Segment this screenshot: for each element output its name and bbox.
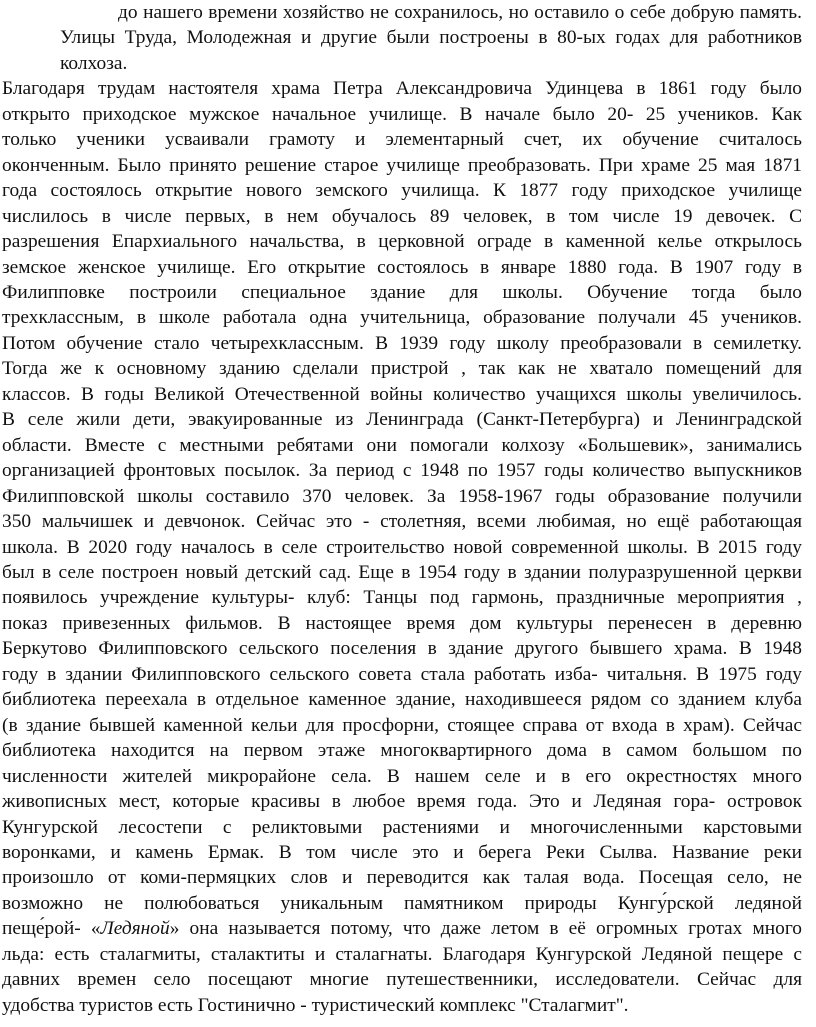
text-line: числилось в числе первых, в нем обучалось 89 человек, в том числе 19 девочек. С bbox=[2, 205, 802, 227]
text-line: библиотека находится на первом этаже многоквартирного дома в самом большом по bbox=[2, 740, 802, 762]
text-line: классов. В годы Великой Отечественной войны количество учащихся школы увеличилось. bbox=[2, 383, 802, 405]
text-line-mixed bbox=[2, 916, 802, 941]
text-line: библиотека переехала в отдельное каменное здание, находившееся рядом со зданием клуба bbox=[2, 689, 802, 711]
text-line: Филипповской школы составило 370 человек. За 1958-1967 годы образование получили bbox=[2, 485, 802, 507]
text-line: давних времен село посещают многие путешественники, исследователи. Сейчас для bbox=[2, 969, 802, 991]
text-line: 350 мальчишек и девчонок. Сейчас это - столетняя, всеми любимая, но ещё работающая bbox=[2, 511, 802, 533]
text-line: Потом обучение стало четырехклассным. В 1939 году школу преобразовали в семилетку. bbox=[2, 332, 802, 354]
text-line: трехклассным, в школе работала одна учительница, образование получали 45 учеников. bbox=[2, 307, 802, 329]
text-line: году в здании Филипповского сельского совета стала работать изба- читальня. В 1975 году bbox=[2, 663, 802, 685]
text-line: земское женское училище. Его открытие состоялось в январе 1880 года. В 1907 году в bbox=[2, 256, 802, 278]
text-line: возможно не полюбоваться уникальным памятником природы Кунгу́рской ледяной bbox=[2, 892, 802, 914]
text-line: разрешения Епархиального начальства, в церковной ограде в каменной келье открылось bbox=[2, 231, 802, 253]
text-line: появилось учреждение культуры- клуб: Танцы под гармонь, праздничные мероприятия , bbox=[2, 587, 802, 609]
text-line: Улицы Труда, Молодежная и другие были построены в 80-ых годах для работников bbox=[60, 27, 802, 49]
text-line: открыто приходское мужское начальное училище. В начале было 20- 25 учеников. Как bbox=[2, 103, 802, 125]
text-line: только ученики усваивали грамоту и элементарный счет, их обучение считалось bbox=[2, 129, 802, 151]
text-line: школа. В 2020 году началось в селе строительство новой современной школы. В 2015 году bbox=[2, 536, 802, 558]
text-line: был в селе построен новый детский сад. Еще в 1954 году в здании полуразрушенной церкви bbox=[2, 561, 802, 583]
text-line: (в здание бывшей каменной кельи для просфорни, стоящее справа от входа в храм). Сейчас bbox=[2, 714, 802, 736]
paragraph-intro bbox=[2, 0, 802, 76]
text-line: живописных мест, которые красивы в любое время года. Это и Ледяная гора- островок bbox=[2, 791, 802, 813]
paragraph-history bbox=[2, 76, 802, 1018]
text-line: Филипповке построили специальное здание для школы. Обучение тогда было bbox=[2, 281, 802, 303]
text-line: области. Вместе с местными ребятами они помогали колхозу «Большевик», занимались bbox=[2, 434, 802, 456]
text-line: года состоялось открытие нового земского училища. К 1877 году приходское училище bbox=[2, 180, 802, 202]
text-line: удобства туристов есть Гостинично - туристический комплекс "Сталагмит". bbox=[2, 994, 629, 1016]
text-line: численности жителей микрорайоне села. В нашем селе и в его окрестностях много bbox=[2, 765, 802, 787]
text-line: Благодаря трудам настоятеля храма Петра Александровича Удинцева в 1861 году было bbox=[2, 78, 802, 100]
text-line: Беркутово Филипповского сельского поселения в здание другого бывшего храма. В 1948 bbox=[2, 638, 802, 660]
text-fragment: пеще́рой- « bbox=[2, 918, 101, 940]
text-line: оконченным. Было принято решение старое училище преобразовать. При храме 25 мая 1871 bbox=[2, 154, 802, 176]
text-line: В селе жили дети, эвакуированные из Ленинграда (Санкт-Петербурга) и Ленинградской bbox=[2, 409, 802, 431]
text-line: льда: есть сталагмиты, сталактиты и сталагнаты. Благодаря Кунгурской Ледяной пещере с bbox=[2, 943, 802, 965]
text-line: воронками, и камень Ермак. В том числе это и берега Реки Сылва. Название реки bbox=[2, 841, 802, 863]
text-line: колхоза. bbox=[60, 52, 128, 74]
text-line: показ привезенных фильмов. В настоящее время дом культуры перенесен в деревню bbox=[2, 612, 802, 634]
text-line: Тогда же к основному зданию сделали пристрой , так как не хватало помещений для bbox=[2, 358, 802, 380]
text-line: до нашего времени хозяйство не сохранилось, но оставило о себе добрую память. bbox=[118, 2, 802, 23]
text-line: произошло от коми-пермяцких слов и переводится как талая вода. Посещая село, не bbox=[2, 867, 802, 889]
text-fragment: » она называется потому, что даже летом в её огромных гротах много bbox=[169, 918, 802, 940]
text-line: Кунгурской лесостепи с реликтовыми растениями и многочисленными карстовыми bbox=[2, 816, 802, 838]
italic-cave-name: Ледяной bbox=[100, 918, 170, 940]
text-line: организацией фронтовых посылок. За период с 1948 по 1957 годы количество выпускников bbox=[2, 460, 802, 482]
